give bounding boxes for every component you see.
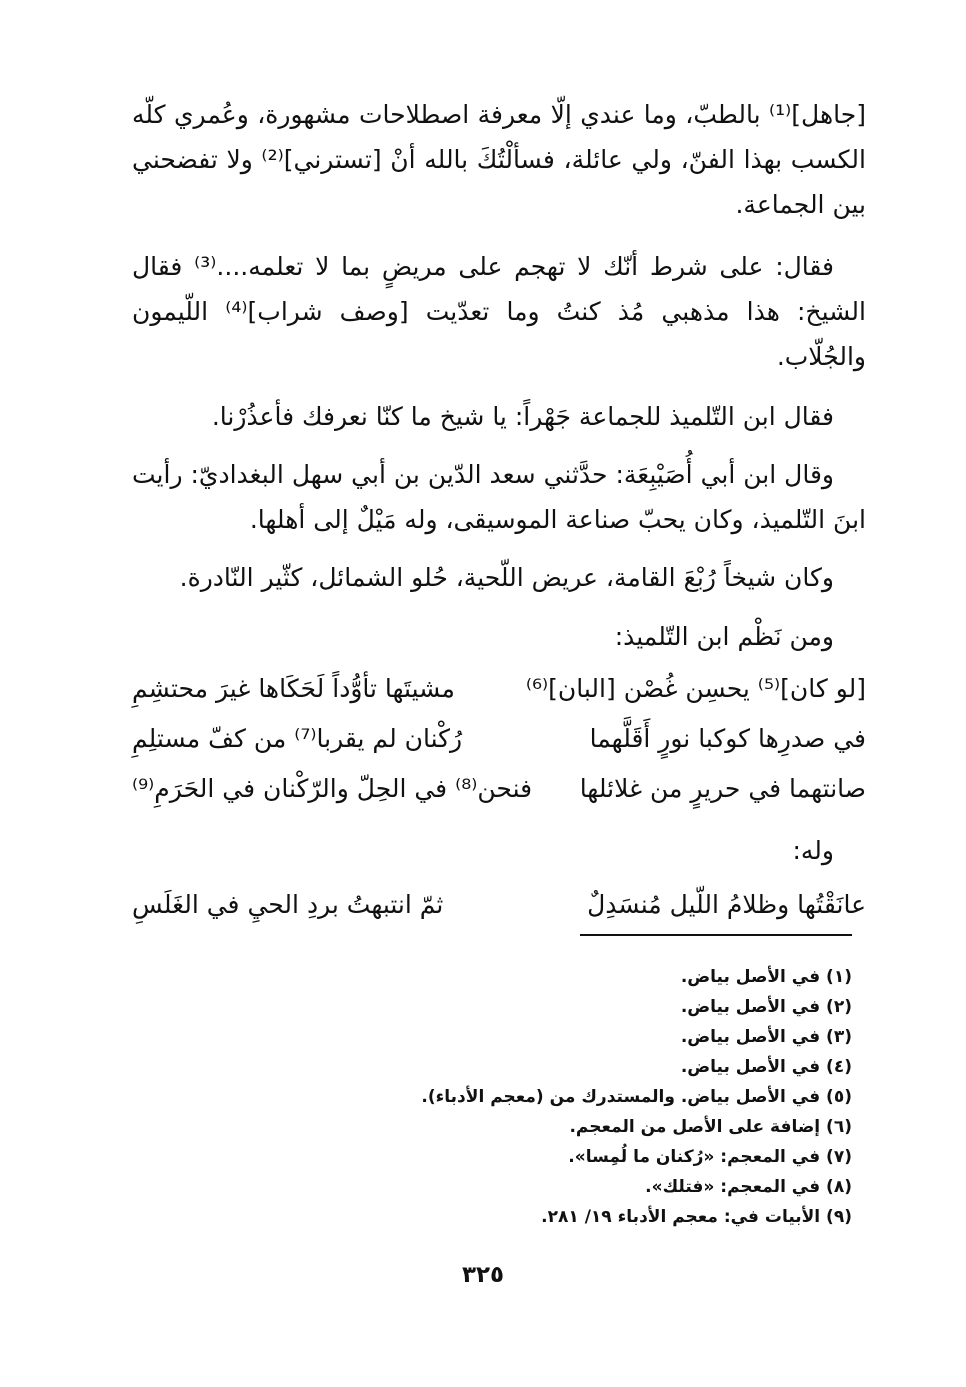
footnote-6: (٦) إضافة على الأصل من المعجم. [569,1117,852,1137]
verse-second-hemistich: مشيتَها تأوُّداً لَحَكَاها غيرَ محتشِمِ [132,674,455,703]
paragraph-5: وكان شيخاً رُبْعَ القامة، عريض اللّحية، حُلو الشمائل، كثّير النّادرة. [179,563,834,592]
poem1-verse-1 [132,664,866,714]
verse-first-hemistich: في صدرِها كوكبا نورٍ أَقَلَّهما [589,724,866,753]
footnote-4: (٤) في الأصل بياض. [680,1057,852,1077]
poem-intro: ومن نَظْم ابن التّلميذ: [614,622,834,651]
verse-second-hemistich: ثمّ انتبهتُ بردِ الحيِ في الغَلَسِ [132,890,444,919]
footnote-divider [580,934,852,936]
verse-second-hemistich: فنحن⁽⁸⁾ في الحِلّ والرّكْنان في الحَرَمِ⁽⁹⁾ [132,774,533,803]
poem2-intro: وله: [792,836,834,865]
footnote-3: (٣) في الأصل بياض. [680,1027,852,1047]
footnote-8: (٨) في المعجم: «فتلك». [645,1177,852,1197]
page-number: ٣٢٥ [461,1262,505,1288]
verse-first-hemistich: [لو كان]⁽⁵⁾ يحسِن غُصْن [البان]⁽⁶⁾ [525,674,866,703]
footnote-2: (٢) في الأصل بياض. [680,997,852,1017]
paragraph-2: فقال: على شرط أنّك لا تهجم على مريضٍ بما لا تعلمه....⁽³⁾ فقال الشيخ: هذا مذهبي مُذ كنتُ وما تعدّيت [وصف شراب]⁽⁴⁾ اللّيمون والجُلّاب. [132,252,866,371]
verse-first-hemistich: عانَقْتُها وظلامُ اللّيل مُنسَدِلٌ [587,890,866,919]
paragraph-3: فقال ابن التّلميذ للجماعة جَهْراً: يا شيخ ما كنّا نعرفك فأعذُرْنا. [211,402,834,431]
footnote-7: (٧) في المعجم: «رُكنان ما لُمِسا». [568,1147,852,1167]
paragraph-1: [جاهل]⁽¹⁾ بالطبّ، وما عندي إلّا معرفة اصطلاحات مشهورة، وعُمري كلّه الكسب بهذا الفنّ، ولي عائلة، فسألْتُكَ بالله أنْ [تسترني]⁽²⁾ ولا تفضحني بين الجماعة. [132,100,866,219]
poem2-verse-1 [132,880,866,930]
poem1-verse-3 [132,764,866,814]
footnote-5: (٥) في الأصل بياض. والمستدرك من (معجم الأدباء). [421,1087,852,1107]
poem1-verse-2 [132,714,866,764]
footnote-9: (٩) الأبيات في: معجم الأدباء ١٩/ ٢٨١. [541,1207,852,1227]
verse-second-hemistich: رُكْنان لم يقربا⁽⁷⁾ من كفّ مستلِمِ [132,724,463,753]
footnotes [352,962,852,1232]
verse-first-hemistich: صانتهما في حريرٍ من غلائلها [579,774,866,803]
footnote-1: (١) في الأصل بياض. [680,967,852,987]
paragraph-4: وقال ابن أبي أُصَيْبِعَة: حدَّثني سعد الدّين بن أبي سهل البغداديّ: رأيت ابنَ التّلميذ، وكان يحبّ صناعة الموسيقى، وله مَيْلٌ إلى أهلها. [132,460,866,534]
